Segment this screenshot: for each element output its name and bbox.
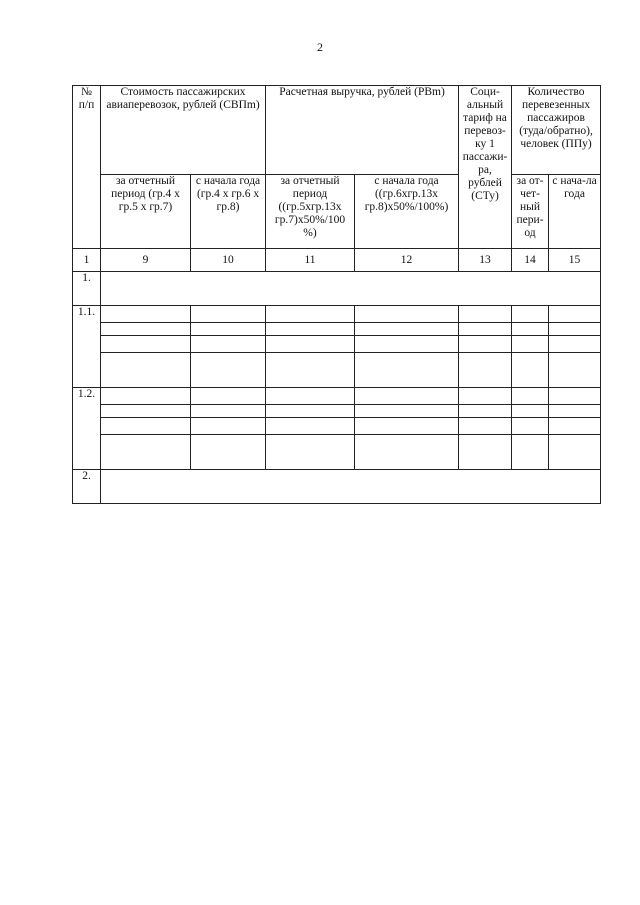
row-label: 2. bbox=[73, 470, 101, 504]
table-row bbox=[73, 435, 601, 470]
table-cell bbox=[101, 306, 191, 323]
table-cell bbox=[459, 323, 512, 336]
column-number: 14 bbox=[512, 249, 549, 272]
column-numbers-row bbox=[73, 249, 601, 272]
table-cell bbox=[512, 388, 549, 405]
table-row bbox=[73, 470, 601, 504]
table-cell bbox=[101, 323, 191, 336]
table-cell bbox=[266, 388, 355, 405]
table-cell bbox=[266, 405, 355, 418]
table-cell bbox=[266, 418, 355, 435]
table-cell bbox=[191, 418, 266, 435]
table-cell bbox=[266, 435, 355, 470]
table-row bbox=[73, 272, 601, 306]
table-cell bbox=[191, 336, 266, 353]
revenue-group-header: Расчетная выручка, рублей (РВm) bbox=[266, 86, 459, 175]
revenue-period-header: за отчетный период ((гр.5хгр.13х гр.7)х50%/100 %) bbox=[266, 175, 355, 249]
header-row-subcolumns bbox=[73, 175, 601, 249]
table-cell bbox=[549, 323, 601, 336]
merged-cell bbox=[101, 272, 601, 306]
cost-group-header: Стоимость пассажирских авиаперевозок, рублей (СВПm) bbox=[101, 86, 266, 175]
table-cell bbox=[355, 435, 459, 470]
table-cell bbox=[101, 418, 191, 435]
table-row bbox=[73, 353, 601, 388]
table-cell bbox=[549, 435, 601, 470]
table-cell bbox=[459, 435, 512, 470]
row-label: 1. bbox=[73, 272, 101, 306]
table-cell bbox=[101, 435, 191, 470]
table-cell bbox=[191, 323, 266, 336]
report-table bbox=[72, 85, 601, 504]
table-cell bbox=[512, 418, 549, 435]
row-label: 1.1. bbox=[73, 306, 101, 388]
table-cell bbox=[549, 418, 601, 435]
header-row-groups bbox=[73, 86, 601, 175]
table-cell bbox=[355, 336, 459, 353]
tariff-header: Соци-альный тариф на перевоз-ку 1 пассажи-ра, рублей (СТу) bbox=[459, 86, 512, 249]
table-cell bbox=[459, 405, 512, 418]
table-row bbox=[73, 323, 601, 336]
revenue-year-header: с начала года ((гр.6хгр.13х гр.8)х50%/100%) bbox=[355, 175, 459, 249]
table-cell bbox=[266, 306, 355, 323]
table-cell bbox=[549, 336, 601, 353]
table-cell bbox=[355, 405, 459, 418]
table-cell bbox=[266, 323, 355, 336]
table-cell bbox=[459, 418, 512, 435]
table-row bbox=[73, 405, 601, 418]
table-cell bbox=[101, 388, 191, 405]
table-cell bbox=[101, 336, 191, 353]
table-cell bbox=[459, 388, 512, 405]
table-cell bbox=[355, 353, 459, 388]
table-row bbox=[73, 418, 601, 435]
table-cell bbox=[191, 388, 266, 405]
table-cell bbox=[512, 323, 549, 336]
table-cell bbox=[459, 306, 512, 323]
table-cell bbox=[549, 353, 601, 388]
table-cell bbox=[355, 306, 459, 323]
table-cell bbox=[549, 405, 601, 418]
table-cell bbox=[512, 405, 549, 418]
table-row bbox=[73, 336, 601, 353]
merged-cell bbox=[101, 470, 601, 504]
cost-period-header: за отчетный период (гр.4 х гр.5 х гр.7) bbox=[101, 175, 191, 249]
table-cell bbox=[191, 435, 266, 470]
column-number: 12 bbox=[355, 249, 459, 272]
column-number: 10 bbox=[191, 249, 266, 272]
passengers-group-header: Количество перевезенных пассажиров (туда/обратно), человек (ППу) bbox=[512, 86, 601, 175]
passengers-period-header: за от-чет-ный пери-од bbox=[512, 175, 549, 249]
table-cell bbox=[549, 388, 601, 405]
table-cell bbox=[191, 405, 266, 418]
cost-year-header: с начала года (гр.4 х гр.6 х гр.8) bbox=[191, 175, 266, 249]
table-cell bbox=[191, 306, 266, 323]
table-cell bbox=[512, 435, 549, 470]
table-cell bbox=[549, 306, 601, 323]
table-cell bbox=[101, 405, 191, 418]
table-cell bbox=[191, 353, 266, 388]
passengers-year-header: с нача-ла года bbox=[549, 175, 601, 249]
table-cell bbox=[355, 323, 459, 336]
page-number: 2 bbox=[317, 40, 323, 54]
table-cell bbox=[355, 418, 459, 435]
table-cell bbox=[101, 353, 191, 388]
column-number: 11 bbox=[266, 249, 355, 272]
table-cell bbox=[512, 306, 549, 323]
table-cell bbox=[266, 336, 355, 353]
table-row bbox=[73, 306, 601, 323]
col-number-header: № п/п bbox=[73, 86, 101, 249]
table-cell bbox=[512, 336, 549, 353]
table-row bbox=[73, 388, 601, 405]
table-cell bbox=[459, 353, 512, 388]
table-cell bbox=[266, 353, 355, 388]
column-number: 1 bbox=[73, 249, 101, 272]
table-cell bbox=[459, 336, 512, 353]
table-cell bbox=[355, 388, 459, 405]
column-number: 9 bbox=[101, 249, 191, 272]
table-cell bbox=[512, 353, 549, 388]
column-number: 13 bbox=[459, 249, 512, 272]
column-number: 15 bbox=[549, 249, 601, 272]
row-label: 1.2. bbox=[73, 388, 101, 470]
